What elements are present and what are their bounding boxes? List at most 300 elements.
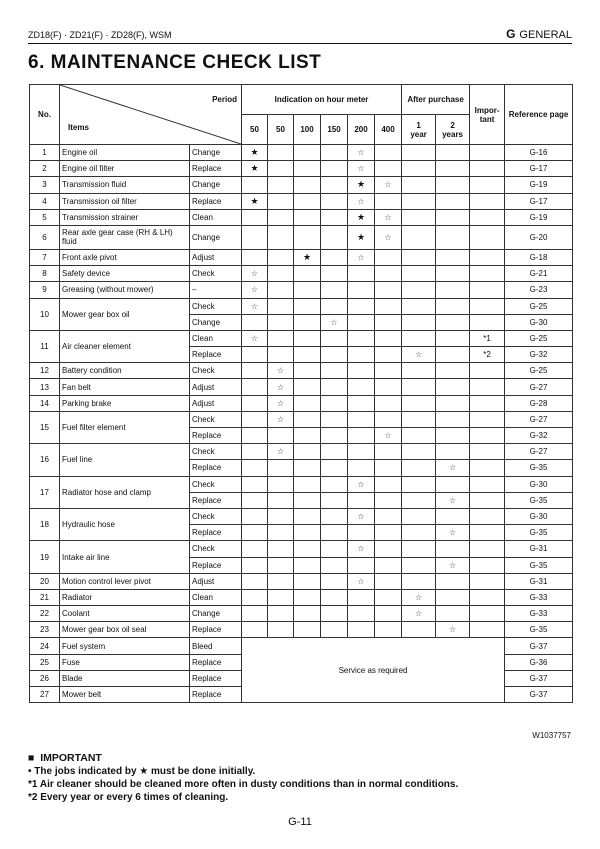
mark-cell [436, 347, 470, 363]
mark-cell [436, 266, 470, 282]
row-number: 26 [30, 670, 60, 686]
row-action: Replace [190, 670, 242, 686]
row-important [470, 363, 505, 379]
mark-cell [375, 508, 402, 524]
mark-cell: ☆ [268, 379, 294, 395]
mark-cell: ★ [348, 209, 375, 225]
row-number: 25 [30, 654, 60, 670]
mark-cell [348, 606, 375, 622]
mark-cell [436, 249, 470, 265]
mark-cell: ☆ [348, 541, 375, 557]
mark-cell [321, 525, 348, 541]
row-item: Engine oil [60, 145, 190, 161]
row-item: Radiator hose and clamp [60, 476, 190, 508]
mark-cell [348, 411, 375, 427]
table-row [30, 161, 573, 177]
mark-cell [242, 508, 268, 524]
mark-cell: ☆ [375, 225, 402, 249]
mark-cell [436, 177, 470, 193]
mark-cell [294, 606, 321, 622]
row-item: Safety device [60, 266, 190, 282]
row-action: – [190, 282, 242, 298]
mark-cell [294, 177, 321, 193]
row-number: 8 [30, 266, 60, 282]
row-important [470, 193, 505, 209]
notes-heading: IMPORTANT [40, 752, 102, 764]
mark-cell [436, 428, 470, 444]
mark-cell [436, 363, 470, 379]
row-reference: G-20 [505, 225, 573, 249]
notes-heading-row [28, 752, 458, 765]
mark-cell [294, 161, 321, 177]
mark-cell [321, 508, 348, 524]
row-reference: G-35 [505, 622, 573, 638]
note-line: *1 Air cleaner should be cleaned more often in dusty conditions than in normal conditions. [28, 779, 459, 790]
mark-cell [321, 428, 348, 444]
row-action: Replace [190, 654, 242, 670]
mark-cell [242, 444, 268, 460]
mark-cell [348, 266, 375, 282]
mark-cell: ☆ [402, 589, 436, 605]
hour-col: 50 [268, 115, 294, 145]
row-reference: G-35 [505, 460, 573, 476]
row-important [470, 161, 505, 177]
mark-cell [402, 177, 436, 193]
mark-cell [294, 266, 321, 282]
mark-cell [375, 395, 402, 411]
mark-cell [402, 298, 436, 314]
table-row [30, 225, 573, 249]
row-item: Intake air line [60, 541, 190, 573]
row-reference: G-19 [505, 209, 573, 225]
mark-cell [294, 589, 321, 605]
mark-cell [436, 573, 470, 589]
mark-cell [268, 282, 294, 298]
row-reference: G-17 [505, 161, 573, 177]
table-row [30, 573, 573, 589]
mark-cell [321, 330, 348, 346]
mark-cell [321, 209, 348, 225]
mark-cell [402, 145, 436, 161]
row-action: Adjust [190, 395, 242, 411]
row-item: Battery condition [60, 363, 190, 379]
row-number: 14 [30, 395, 60, 411]
mark-cell [348, 347, 375, 363]
row-number: 17 [30, 476, 60, 508]
row-reference: G-33 [505, 589, 573, 605]
row-action: Check [190, 508, 242, 524]
mark-cell [242, 573, 268, 589]
mark-cell [375, 282, 402, 298]
mark-cell [375, 557, 402, 573]
row-reference: G-35 [505, 557, 573, 573]
notes [28, 752, 458, 804]
mark-cell [348, 557, 375, 573]
row-action: Change [190, 177, 242, 193]
header-models: ZD18(F) · ZD21(F) · ZD28(F), WSM [28, 30, 172, 40]
mark-cell [436, 476, 470, 492]
mark-cell [321, 282, 348, 298]
mark-cell [294, 444, 321, 460]
mark-cell [268, 330, 294, 346]
mark-cell [268, 606, 294, 622]
row-important [470, 266, 505, 282]
row-important: *1 [470, 330, 505, 346]
mark-cell [321, 266, 348, 282]
row-action: Replace [190, 460, 242, 476]
mark-cell [375, 145, 402, 161]
mark-cell [268, 266, 294, 282]
hour-col: 200 [348, 115, 375, 145]
mark-cell [402, 314, 436, 330]
mark-cell [294, 395, 321, 411]
mark-cell: ☆ [348, 193, 375, 209]
mark-cell [375, 573, 402, 589]
after-num: 2 [450, 120, 455, 130]
row-item: Fuel system [60, 638, 190, 654]
mark-cell [375, 298, 402, 314]
mark-cell [242, 525, 268, 541]
row-reference: G-23 [505, 282, 573, 298]
row-action: Check [190, 298, 242, 314]
section-letter: G [506, 27, 516, 41]
mark-cell [348, 492, 375, 508]
mark-cell [402, 225, 436, 249]
mark-cell [436, 282, 470, 298]
row-item: Parking brake [60, 395, 190, 411]
mark-cell [348, 428, 375, 444]
mark-cell [436, 395, 470, 411]
hour-col: 150 [321, 115, 348, 145]
row-item: Air cleaner element [60, 330, 190, 362]
section-name: GENERAL [519, 29, 572, 41]
row-item: Fuse [60, 654, 190, 670]
row-reference: G-27 [505, 379, 573, 395]
mark-cell [321, 622, 348, 638]
mark-cell [294, 508, 321, 524]
mark-cell [436, 298, 470, 314]
mark-cell [242, 347, 268, 363]
mark-cell [402, 428, 436, 444]
row-action: Clean [190, 589, 242, 605]
mark-cell: ☆ [348, 508, 375, 524]
row-important [470, 460, 505, 476]
row-important [470, 298, 505, 314]
mark-cell: ☆ [268, 363, 294, 379]
mark-cell [321, 363, 348, 379]
row-number: 20 [30, 573, 60, 589]
mark-cell [375, 525, 402, 541]
row-item: Fan belt [60, 379, 190, 395]
mark-cell [294, 379, 321, 395]
mark-cell [402, 249, 436, 265]
table-row [30, 209, 573, 225]
mark-cell [321, 606, 348, 622]
mark-cell: ★ [294, 249, 321, 265]
mark-cell [321, 411, 348, 427]
table-row [30, 622, 573, 638]
mark-cell [402, 541, 436, 557]
row-reference: G-25 [505, 298, 573, 314]
mark-cell [436, 589, 470, 605]
mark-cell [294, 557, 321, 573]
table-row [30, 444, 573, 460]
table-row [30, 411, 573, 427]
mark-cell [402, 209, 436, 225]
mark-cell [402, 395, 436, 411]
row-important [470, 622, 505, 638]
mark-cell [294, 525, 321, 541]
mark-cell [375, 347, 402, 363]
row-reference: G-35 [505, 492, 573, 508]
maintenance-table [29, 84, 573, 703]
mark-cell: ★ [348, 177, 375, 193]
mark-cell [402, 622, 436, 638]
col-no: No. [30, 85, 60, 145]
mark-cell: ☆ [402, 606, 436, 622]
mark-cell [321, 249, 348, 265]
mark-cell [436, 193, 470, 209]
after-col-2 [436, 115, 470, 145]
row-number: 1 [30, 145, 60, 161]
mark-cell [268, 589, 294, 605]
row-reference: G-28 [505, 395, 573, 411]
row-reference: G-32 [505, 347, 573, 363]
row-action: Replace [190, 525, 242, 541]
row-reference: G-36 [505, 654, 573, 670]
mark-cell: ☆ [348, 476, 375, 492]
row-important [470, 589, 505, 605]
row-action: Change [190, 606, 242, 622]
mark-cell [321, 557, 348, 573]
mark-cell [436, 379, 470, 395]
row-action: Adjust [190, 249, 242, 265]
mark-cell [242, 177, 268, 193]
mark-cell [348, 589, 375, 605]
header-rule [28, 43, 572, 44]
row-action: Clean [190, 330, 242, 346]
table-body [30, 145, 573, 703]
row-item: Transmission fluid [60, 177, 190, 193]
mark-cell [268, 622, 294, 638]
table-row [30, 145, 573, 161]
mark-cell [402, 266, 436, 282]
mark-cell [294, 492, 321, 508]
row-number: 9 [30, 282, 60, 298]
row-item: Coolant [60, 606, 190, 622]
mark-cell [321, 177, 348, 193]
col-items-period [60, 85, 242, 145]
row-action: Replace [190, 557, 242, 573]
row-item: Rear axle gear case (RH & LH) fluid [60, 225, 190, 249]
hour-col: 400 [375, 115, 402, 145]
mark-cell [242, 225, 268, 249]
mark-cell [348, 330, 375, 346]
mark-cell [348, 314, 375, 330]
mark-cell [402, 508, 436, 524]
row-action: Adjust [190, 379, 242, 395]
mark-cell [402, 460, 436, 476]
mark-cell [402, 525, 436, 541]
row-important [470, 573, 505, 589]
mark-cell [242, 476, 268, 492]
row-important [470, 249, 505, 265]
mark-cell [294, 411, 321, 427]
mark-cell [242, 411, 268, 427]
mark-cell [294, 428, 321, 444]
mark-cell [402, 411, 436, 427]
row-action: Replace [190, 622, 242, 638]
row-number: 10 [30, 298, 60, 330]
row-item: Mower gear box oil seal [60, 622, 190, 638]
row-number: 24 [30, 638, 60, 654]
mark-cell [436, 161, 470, 177]
row-item: Transmission oil filter [60, 193, 190, 209]
mark-cell [436, 330, 470, 346]
mark-cell [294, 282, 321, 298]
row-action: Replace [190, 492, 242, 508]
row-reference: G-30 [505, 508, 573, 524]
mark-cell [268, 476, 294, 492]
row-action: Check [190, 411, 242, 427]
row-item: Radiator [60, 589, 190, 605]
mark-cell [268, 541, 294, 557]
col-important: Impor- tant [470, 85, 505, 145]
mark-cell [375, 622, 402, 638]
row-reference: G-27 [505, 444, 573, 460]
mark-cell [321, 460, 348, 476]
col-after-purchase: After purchase [402, 85, 470, 115]
mark-cell [242, 492, 268, 508]
table-row [30, 606, 573, 622]
mark-cell [375, 476, 402, 492]
mark-cell: ☆ [242, 282, 268, 298]
hour-col: 100 [294, 115, 321, 145]
mark-cell [321, 193, 348, 209]
row-action: Bleed [190, 638, 242, 654]
mark-cell [348, 444, 375, 460]
row-reference: G-37 [505, 638, 573, 654]
mark-cell: ☆ [321, 314, 348, 330]
mark-cell: ☆ [242, 266, 268, 282]
mark-cell [375, 379, 402, 395]
col-reference: Reference page [505, 85, 573, 145]
mark-cell: ★ [242, 145, 268, 161]
row-important [470, 492, 505, 508]
mark-cell [321, 145, 348, 161]
table-row [30, 638, 573, 654]
square-bullet-icon: ■ [28, 752, 35, 764]
row-reference: G-37 [505, 687, 573, 703]
table-row [30, 395, 573, 411]
mark-cell [268, 428, 294, 444]
mark-cell [348, 395, 375, 411]
mark-cell [242, 622, 268, 638]
mark-cell: ☆ [268, 411, 294, 427]
row-important [470, 314, 505, 330]
mark-cell [402, 193, 436, 209]
mark-cell [375, 266, 402, 282]
row-reference: G-32 [505, 428, 573, 444]
row-action: Check [190, 541, 242, 557]
row-reference: G-18 [505, 249, 573, 265]
mark-cell [242, 541, 268, 557]
mark-cell [321, 573, 348, 589]
mark-cell [402, 161, 436, 177]
mark-cell [348, 379, 375, 395]
mark-cell [436, 145, 470, 161]
mark-cell [268, 298, 294, 314]
mark-cell [348, 282, 375, 298]
mark-cell [402, 476, 436, 492]
row-number: 15 [30, 411, 60, 443]
row-number: 27 [30, 687, 60, 703]
mark-cell [375, 606, 402, 622]
mark-cell [436, 209, 470, 225]
row-number: 11 [30, 330, 60, 362]
mark-cell [268, 347, 294, 363]
mark-cell [402, 557, 436, 573]
mark-cell: ☆ [436, 492, 470, 508]
diagonal-line [60, 85, 241, 144]
mark-cell [375, 363, 402, 379]
row-reference: G-30 [505, 476, 573, 492]
row-important [470, 541, 505, 557]
mark-cell [375, 314, 402, 330]
mark-cell [268, 193, 294, 209]
row-important [470, 225, 505, 249]
mark-cell: ★ [242, 193, 268, 209]
row-number: 3 [30, 177, 60, 193]
mark-cell [242, 249, 268, 265]
mark-cell [294, 573, 321, 589]
row-item: Engine oil filter [60, 161, 190, 177]
mark-cell [321, 395, 348, 411]
row-action: Adjust [190, 573, 242, 589]
row-number: 16 [30, 444, 60, 476]
mark-cell [375, 193, 402, 209]
page-number: G-11 [288, 816, 312, 828]
mark-cell [436, 314, 470, 330]
row-important [470, 557, 505, 573]
row-reference: G-31 [505, 573, 573, 589]
mark-cell: ☆ [348, 573, 375, 589]
mark-cell [268, 161, 294, 177]
table-row [30, 379, 573, 395]
row-number: 23 [30, 622, 60, 638]
row-item: Transmission strainer [60, 209, 190, 225]
row-number: 22 [30, 606, 60, 622]
mark-cell [242, 363, 268, 379]
mark-cell [321, 589, 348, 605]
table-row [30, 298, 573, 314]
mark-cell: ☆ [436, 525, 470, 541]
mark-cell [294, 193, 321, 209]
row-reference: G-25 [505, 330, 573, 346]
row-item: Mower gear box oil [60, 298, 190, 330]
mark-cell [402, 444, 436, 460]
service-as-required: Service as required [242, 638, 505, 703]
row-important [470, 145, 505, 161]
mark-cell [242, 428, 268, 444]
mark-cell [436, 225, 470, 249]
row-number: 6 [30, 225, 60, 249]
row-item: Motion control lever pivot [60, 573, 190, 589]
table-row [30, 476, 573, 492]
mark-cell: ☆ [436, 622, 470, 638]
table-row [30, 508, 573, 524]
row-action: Clean [190, 209, 242, 225]
